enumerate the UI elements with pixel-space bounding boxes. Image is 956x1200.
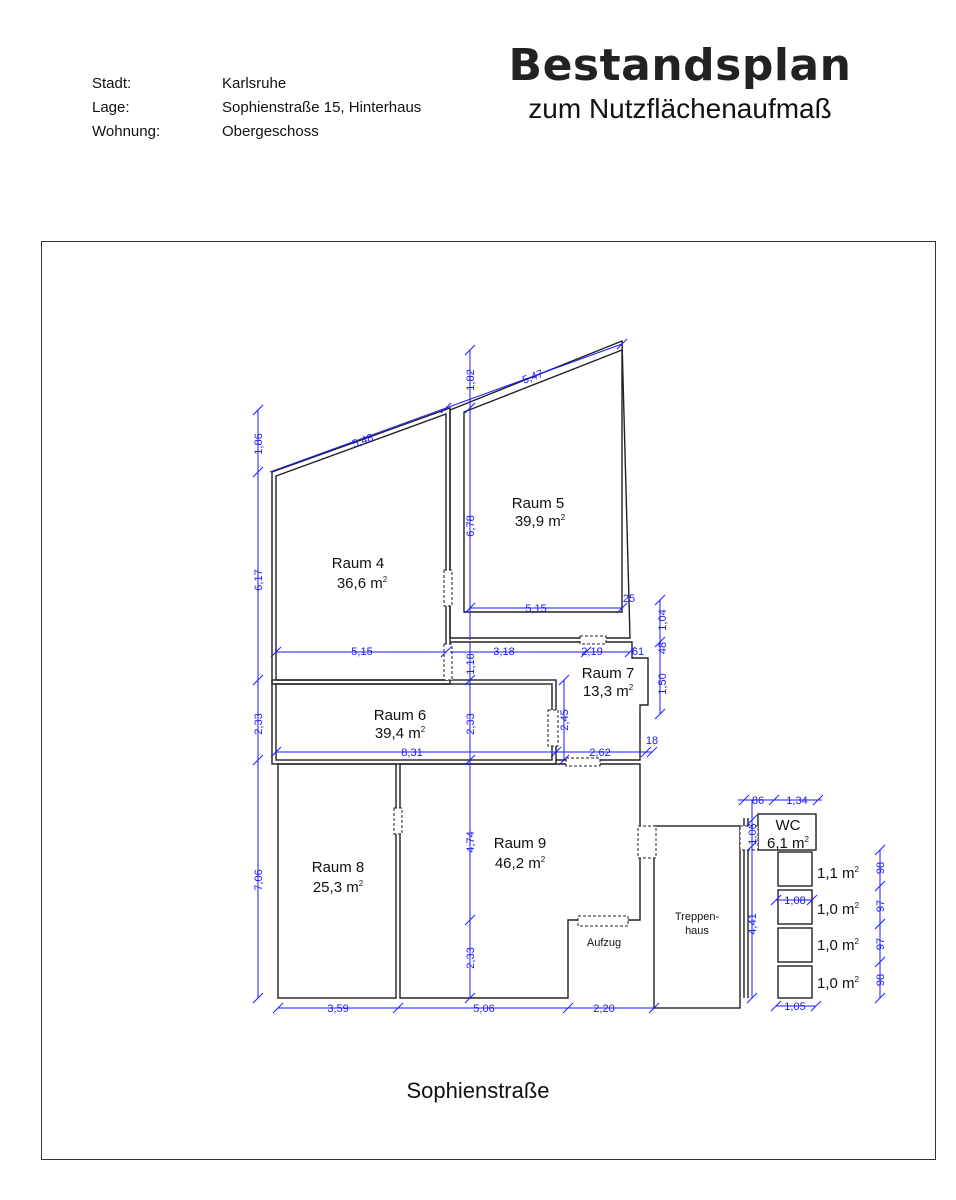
dim-515-b: 5,15	[525, 603, 547, 615]
door-8-9	[394, 808, 402, 834]
dim-97-b: 97	[875, 937, 887, 951]
dim-105: 1,05	[784, 1001, 806, 1013]
wc-area: 6,1 $m^2$	[767, 835, 809, 852]
door-4-5	[444, 570, 452, 606]
dim-359: 3,59	[327, 1003, 349, 1015]
raum-7-area: 13,3 $m^2$	[582, 683, 634, 700]
raum-7-name: Raum 7	[581, 665, 635, 682]
dim-48: 48	[657, 641, 669, 655]
page-title: Bestandsplan	[508, 40, 852, 91]
raum-8-area: 25,3 $m^2$	[312, 879, 364, 896]
aufzug-label: Aufzug	[586, 937, 622, 949]
dim-262: 2,62	[589, 747, 611, 759]
door-9-stair	[638, 826, 656, 858]
dim-515-a: 5,15	[351, 646, 373, 658]
raum-9-area: 46,2 $m^2$	[494, 855, 546, 872]
dim-547: 5,47	[520, 367, 546, 387]
treppenhaus-label-2: haus	[685, 925, 709, 937]
cell-3-area: 1,0 $m^2$	[817, 937, 859, 954]
dim-98-a: 98	[875, 861, 887, 875]
treppenhaus-label-1: Treppen-	[674, 911, 720, 923]
dim-61: 61	[631, 646, 645, 658]
dim-134: 1,34	[786, 795, 808, 807]
dim-548: 5,48	[350, 431, 376, 451]
wall-cell-3	[778, 928, 812, 962]
wohnung-label: Wohnung:	[92, 123, 161, 140]
dim-706: 7,06	[253, 869, 265, 891]
raum-5-area: 39,9 $m^2$	[514, 513, 566, 530]
dim-25: 25	[622, 593, 636, 605]
openings	[394, 570, 758, 926]
dim-108: 1,08	[784, 895, 806, 907]
dim-474: 4,74	[465, 831, 477, 853]
stadt-label: Stadt:	[92, 75, 132, 92]
wall-raum-5-inner	[464, 350, 622, 612]
wall-raum-5	[450, 341, 630, 638]
cell-2-area: 1,0 $m^2$	[817, 901, 859, 918]
dim-233-b: 2,33	[465, 713, 477, 735]
dim-18: 18	[645, 735, 659, 747]
raum-6-name: Raum 6	[373, 707, 427, 724]
raum-8-name: Raum 8	[311, 859, 365, 876]
raum-5-name: Raum 5	[511, 495, 565, 512]
dim-831: 8,31	[401, 747, 423, 759]
dim-318: 3,18	[493, 646, 515, 658]
dim-186: 1,86	[253, 433, 265, 455]
door-9-7	[566, 758, 600, 766]
raum-4-area: 36,6 $m^2$	[336, 575, 388, 592]
dim-98-b: 98	[875, 973, 887, 987]
dim-245: 2,45	[559, 709, 571, 731]
door-6-7	[548, 710, 558, 746]
page-subtitle: zum Nutzflächenaufmaß	[528, 93, 832, 124]
raum-4-name: Raum 4	[331, 555, 385, 572]
wall-raum-4	[276, 414, 446, 680]
stadt-value: Karlsruhe	[222, 75, 287, 92]
dim-118: 1,18	[465, 653, 477, 675]
wall-raum-9	[400, 764, 640, 998]
aufzug-door	[578, 916, 628, 926]
dimension-labels	[253, 368, 887, 1015]
dim-506: 5,06	[473, 1003, 495, 1015]
wall-cell-1	[778, 852, 812, 886]
lage-label: Lage:	[92, 99, 130, 116]
dim-233-a: 2,33	[253, 713, 265, 735]
wall-raum-4-outer	[272, 408, 450, 684]
dim-219: 2,19	[581, 646, 603, 658]
dimension-ticks	[253, 339, 885, 1013]
raum-9-name: Raum 9	[493, 835, 547, 852]
cell-4-area: 1,0 $m^2$	[817, 975, 859, 992]
dim-86: 86	[751, 795, 765, 807]
street-label: Sophienstraße	[406, 1078, 550, 1103]
dim-220: 2,20	[593, 1003, 615, 1015]
wc-name: WC	[775, 817, 801, 834]
dim-233-c: 2,33	[465, 947, 477, 969]
wohnung-value: Obergeschoss	[222, 123, 319, 140]
dim-617: 6,17	[253, 569, 265, 591]
lage-value: Sophienstraße 15, Hinterhaus	[222, 99, 422, 116]
wall-cell-4	[778, 966, 812, 998]
dim-97-a: 97	[875, 899, 887, 913]
dim-106: 1,06	[747, 823, 759, 845]
dim-441: 4,41	[747, 913, 759, 935]
raum-6-area: 39,4 $m^2$	[374, 725, 426, 742]
dim-182: 1,82	[465, 369, 477, 391]
dim-104: 1,04	[657, 609, 669, 631]
door-5-7	[580, 636, 606, 644]
cell-1-area: 1,1 $m^2$	[817, 865, 859, 882]
dim-150: 1,50	[657, 673, 669, 695]
dim-678: 6,78	[465, 515, 477, 537]
